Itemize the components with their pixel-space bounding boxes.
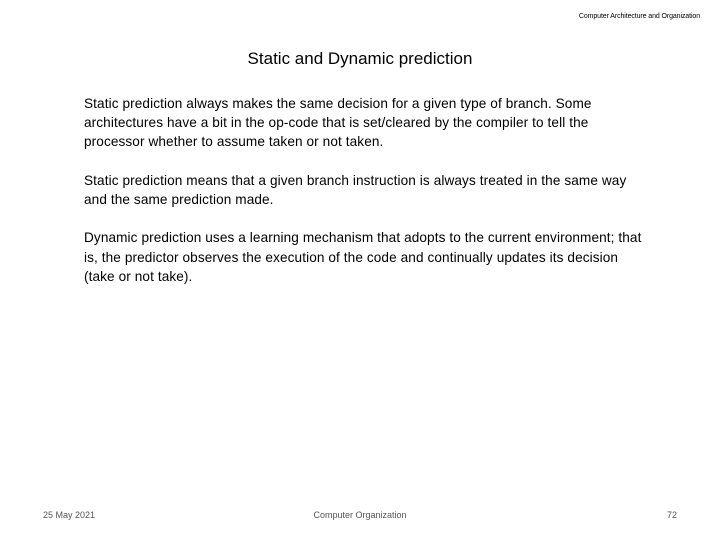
paragraph-dynamic-prediction: Dynamic prediction uses a learning mechanism that adopts to the current environment; that is, the predictor observes the execution of the code and continually updates its decision (take or not take). xyxy=(84,230,642,284)
footer-page-number: 72 xyxy=(666,510,677,520)
slide-body xyxy=(84,94,644,305)
footer-date: 25 May 2021 xyxy=(43,510,96,520)
paragraph-static-prediction: Static prediction always makes the same decision for a given type of branch. Some architectures have a bit in the op-code that is set/cleared by the compiler to tell the processor whether to assume taken or not taken. xyxy=(84,96,592,150)
footer-center-label: Computer Organization xyxy=(313,510,407,520)
slide-title: Static and Dynamic prediction xyxy=(247,49,473,68)
paragraph-static-meaning: Static prediction means that a given branch instruction is always treated in the same way and the same prediction made. xyxy=(84,172,627,207)
header-course-label: Computer Architecture and Organization xyxy=(578,13,700,20)
